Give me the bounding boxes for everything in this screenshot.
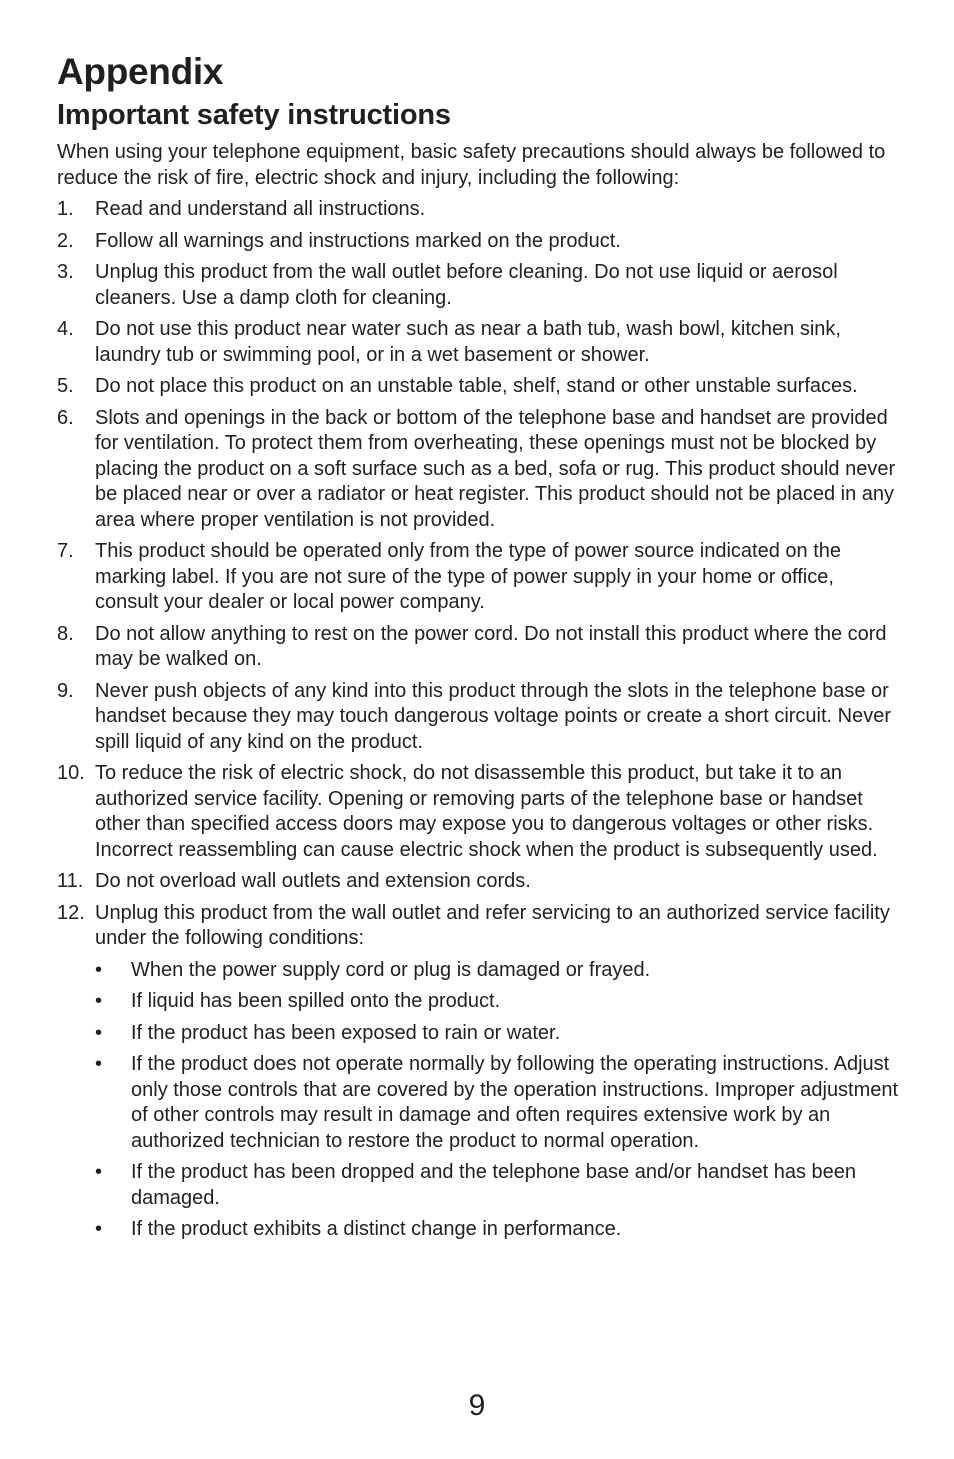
bullet-icon: • xyxy=(95,1021,103,1044)
item-number: 9. xyxy=(57,679,74,702)
condition-text: If liquid has been spilled onto the product. xyxy=(131,990,501,1012)
item-text: Follow all warnings and instructions marked on the product. xyxy=(95,229,621,252)
list-item xyxy=(57,317,902,368)
condition-item xyxy=(95,989,902,1015)
bullet-icon: • xyxy=(95,958,103,981)
item-number: 3. xyxy=(57,261,74,283)
document-page xyxy=(57,50,902,1249)
list-item xyxy=(57,761,902,863)
page-title: Appendix xyxy=(57,51,224,92)
bullet-icon: • xyxy=(95,1053,103,1075)
item-number: 2. xyxy=(57,229,74,252)
item-text: To reduce the risk of electric shock, do not disassemble this product, but take it to an authorized service facility. Opening or removing parts of the telephone base or handset other than specified access doors may expose you to dangerous voltages or other risks. Incorrect reassembling can cause electric shock when the product is subsequently used. xyxy=(95,762,878,861)
item-text: Slots and openings in the back or bottom of the telephone base and handset are provided for ventilation. To protect them from overheating, these openings must not be blocked by placing the product on a soft surface such as a bed, sofa or rug. This product should never be placed near or over a radiator or heat register. This product should not be placed in any area where proper ventilation is not provided. xyxy=(95,406,896,531)
item-text: Do not allow anything to rest on the power cord. Do not install this product where the cord may be walked on. xyxy=(95,622,887,670)
list-item xyxy=(57,622,902,673)
list-item xyxy=(57,539,902,616)
item-number: 5. xyxy=(57,375,74,397)
bullet-icon: • xyxy=(95,1161,103,1183)
item-number: 12. xyxy=(57,901,85,924)
item-text: Do not place this product on an unstable table, shelf, stand or other unstable surfaces. xyxy=(95,375,858,397)
item-number: 8. xyxy=(57,622,74,645)
conditions-list xyxy=(95,958,902,1243)
condition-item xyxy=(95,1052,902,1154)
item-text: Unplug this product from the wall outlet before cleaning. Do not use liquid or aerosol cleaners. Use a damp cloth for cleaning. xyxy=(95,261,838,309)
item-text: Do not use this product near water such as near a bath tub, wash bowl, kitchen sink, laundry tub or swimming pool, or in a wet basement or shower. xyxy=(95,318,841,366)
condition-item xyxy=(95,1160,902,1211)
list-item xyxy=(57,406,902,534)
section-title: Important safety instructions xyxy=(57,99,451,131)
bullet-icon: • xyxy=(95,990,103,1012)
condition-item xyxy=(95,1021,902,1047)
list-item xyxy=(57,197,902,223)
condition-item xyxy=(95,958,902,984)
item-number: 4. xyxy=(57,318,74,340)
item-text: Do not overload wall outlets and extension cords. xyxy=(95,870,531,892)
list-item xyxy=(57,869,902,895)
condition-text: If the product has been exposed to rain or water. xyxy=(131,1021,561,1044)
condition-text: If the product exhibits a distinct change in performance. xyxy=(131,1218,622,1240)
item-number: 7. xyxy=(57,540,74,562)
item-number: 6. xyxy=(57,406,74,429)
condition-item xyxy=(95,1217,902,1243)
item-number: 1. xyxy=(57,198,74,220)
condition-text: If the product does not operate normally by following the operating instructions. Adjust only those controls that are covered by the operation instructions. Improper adjustment of other controls may result in damage and often requires extensive work by an authorized technician to restore the product to normal operation. xyxy=(131,1053,899,1152)
item-text: This product should be operated only from the type of power source indicated on the marking label. If you are not sure of the type of power supply in your home or office, consult your dealer or local power company. xyxy=(95,540,842,613)
condition-text: If the product has been dropped and the telephone base and/or handset has been damaged. xyxy=(131,1161,857,1209)
item-number: 10. xyxy=(57,762,85,784)
list-item xyxy=(57,260,902,311)
list-item xyxy=(57,901,902,1243)
bullet-icon: • xyxy=(95,1218,103,1240)
list-item xyxy=(57,229,902,255)
safety-instructions-list xyxy=(57,197,902,1243)
item-number: 11. xyxy=(57,870,84,892)
item-text: Never push objects of any kind into this product through the slots in the telephone base or handset because they may touch dangerous voltage points or create a short circuit. Never spill liquid of any kind on the product. xyxy=(95,679,892,753)
list-item xyxy=(57,374,902,400)
item-text: Unplug this product from the wall outlet and refer servicing to an authorized service facility under the following conditions: xyxy=(95,901,890,949)
page-number: 9 xyxy=(468,1389,486,1422)
condition-text: When the power supply cord or plug is damaged or frayed. xyxy=(131,958,651,981)
intro-paragraph: When using your telephone equipment, basic safety precautions should always be followed to reduce the risk of fire, electric shock and injury, including the following: xyxy=(57,141,886,189)
item-text: Read and understand all instructions. xyxy=(95,198,426,220)
list-item xyxy=(57,679,902,756)
